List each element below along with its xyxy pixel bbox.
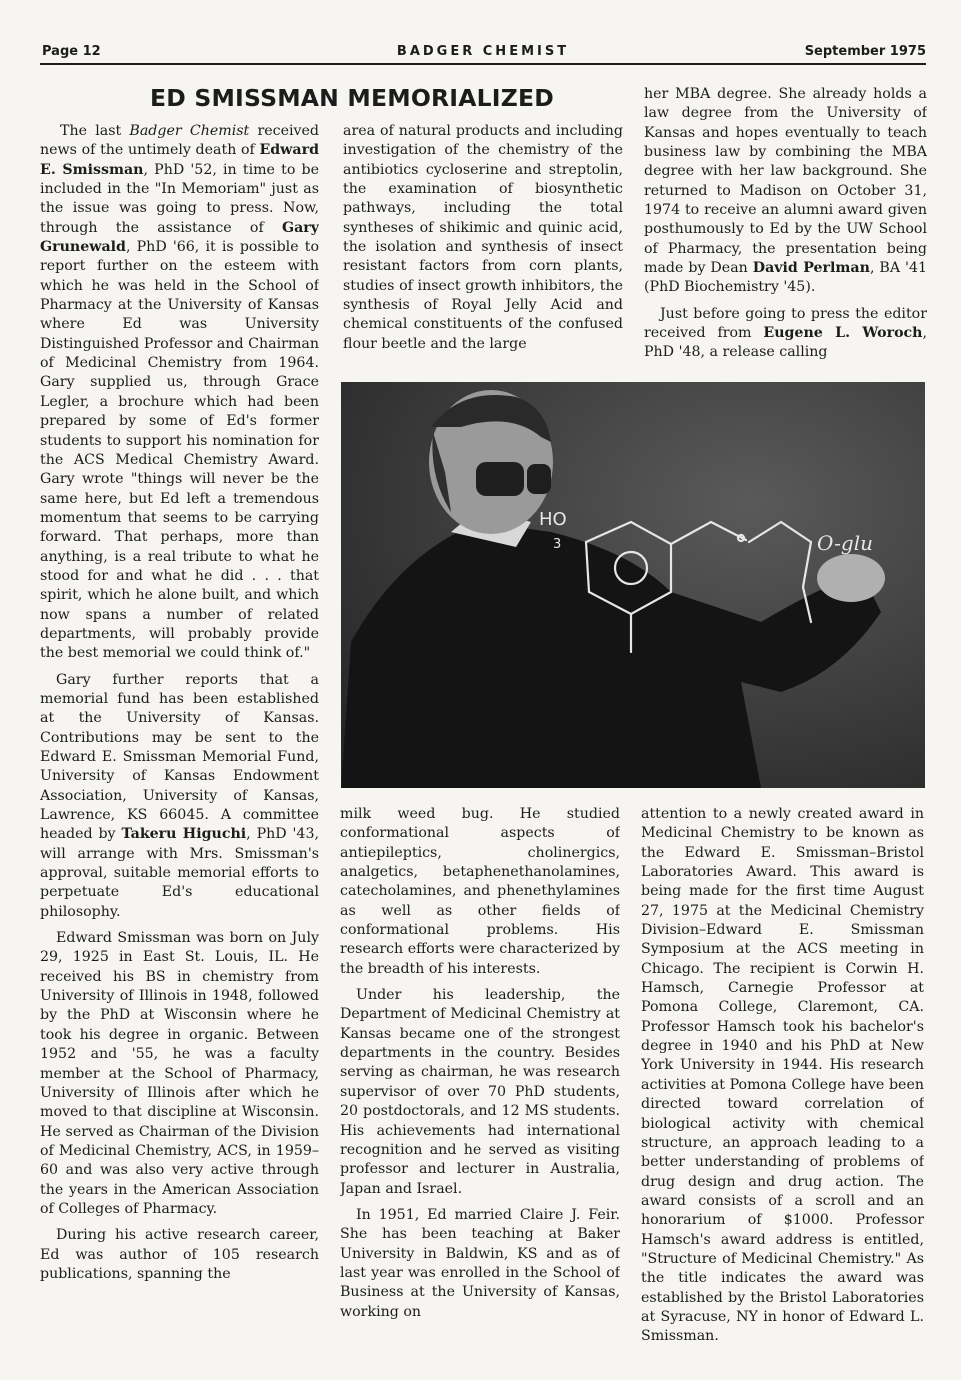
issue-date: September 1975 [804, 44, 926, 59]
paragraph: Under his leadership, the Department of Medicinal Chemistry at Kansas became one of the strongest departments in the country. Besides serving as chairman, he was research supervisor of over 70 PhD students, 20 postdoctorals, and 12 MS students. His achievements had international recognition and he served as visiting professor and lecturer in Australia, Japan and Israel. [340, 987, 620, 1197]
paragraph: attention to a newly created award in Medicinal Chemistry to be known as the Edward E. Smissman–Bristol Laboratories Award. This award is being made for the first time August 27, 1975 at the Medicinal Chemistry Division–Edward E. Smissman Symposium at the ACS meeting in Chicago. The recipient is Corwin H. Hamsch, Carnegie Professor at Pomona College, Claremont, CA. Professor Hamsch took his bachelor's degree in 1940 and his PhD at New York University in 1944. His research activities at Pomona College have been directed toward correlation of biological activity with chemical structure, an approach leading to a better understanding of problems of drug design and drug action. The award consists of a scroll and an honorarium of $1000. Professor Hamsch's award address is entitled, "Structure of Medicinal Chemistry." As the title indicates the award was established by the Bristol Laboratories at Syracuse, NY in honor of Edward L. Smissman. [641, 806, 924, 1345]
paragraph: milk weed bug. He studied conformational aspects of antiepileptics, cholinergics, analgetics, betaphenethanolamines, catecholamines, and phenethylamines as well as other fields of conformational problems. His research efforts were characterized by the breadth of his interests. [340, 806, 620, 977]
page-number: Page 12 [42, 44, 101, 59]
article-column-1 [40, 122, 319, 1342]
paragraph: Edward Smissman was born on July 29, 1925 in East St. Louis, IL. He received his BS in chemistry from University of Illinois in 1948, followed by the PhD at Wisconsin where he took his degree in organic. Between 1952 and '55, he was a faculty member at the School of Pharmacy, University of Illinois after which he moved to that discipline at Wisconsin. He served as Chairman of the Division of Medicinal Chemistry, ACS, in 1959–60 and was also very active through the years in the American Association of Colleges of Pharmacy. [40, 930, 319, 1217]
paragraph: During his active research career, Ed was author of 105 research publications, spanning the [40, 1227, 319, 1282]
paragraph: area of natural products and including investigation of the chemistry of the antibiotics cycloserine and streptolin, the examination of biosynthetic pathways, including the total syntheses of shikimic and quinic acid, the isolation and synthesis of insect resistant factors from corn plants, studies of insect growth inhibitors, the synthesis of Royal Jelly Acid and chemical constituents of the confused flour beetle and the large [343, 123, 623, 352]
publication-name: BADGER CHEMIST [396, 44, 570, 59]
article-column-2-bottom [340, 805, 620, 1345]
header-rule [40, 63, 926, 65]
article-column-3-bottom [641, 805, 924, 1345]
chalk-label-oglu: O-glu [817, 531, 873, 555]
article-column-3-top [644, 85, 927, 385]
page-header [40, 40, 926, 62]
paragraph: her MBA degree. She already holds a law degree from the University of Kansas and hopes eventually to teach business law by combining the MBA degree with her law background. She returned to Madison on October 31, 1974 to receive an alumni award given posthumously to Ed by the UW School of Pharmacy, the presentation being made by Dean David Perlman, BA '41 (PhD Biochemistry '45). [644, 86, 927, 296]
article-headline: ED SMISSMAN MEMORIALIZED [150, 84, 554, 112]
paragraph: The last Badger Chemist received news of the untimely death of Edward E. Smissman, PhD '52, in time to be included in the "In Memoriam" just as the issue was going to press. Now, through the assistance of Gary Grunewald, PhD '66, it is possible to report further on the esteem with which he was held in the School of Pharmacy at the University of Kansas where Ed was University Distinguished Professor and Chairman of Medicinal Chemistry from 1964. Gary supplied us, through Grace Legler, a brochure which had been prepared by some of Ed's former students to support his nomination for the ACS Medical Chemistry Award. Gary wrote "things will never be the same here, but Ed left a tremendous momentum that seems to be carrying forward. That perhaps, more than anything, is a real tribute to what he stood for and what he did . . . that spirit, which he alone built, and which now spans a number of related departments, will probably provide the best memorial we could think of." [40, 123, 319, 662]
portrait-photo [341, 382, 925, 788]
paragraph: In 1951, Ed married Claire J. Feir. She has been teaching at Baker University in Baldwin, KS and as of last year was enrolled in the School of Business at the University of Kansas, working on [340, 1206, 620, 1320]
paragraph: Gary further reports that a memorial fund has been established at the University of Kansas. Contributions may be sent to the Edward E. Smissman Memorial Fund, University of Kansas Endowment Association, University of Kansas, Lawrence, KS 66045. A committee headed by Takeru Higuchi, PhD '43, will arrange with Mrs. Smissman's approval, suitable memorial efforts to perpetuate Ed's educational philosophy. [40, 671, 319, 920]
chalk-label-sub: 3 [553, 537, 562, 552]
article-column-2-top [343, 122, 623, 384]
paragraph: Just before going to press the editor received from Eugene L. Woroch, PhD '48, a release calling [644, 305, 927, 361]
chalkboard-portrait-image [341, 382, 925, 788]
chalk-label-ho: HO [539, 509, 567, 530]
